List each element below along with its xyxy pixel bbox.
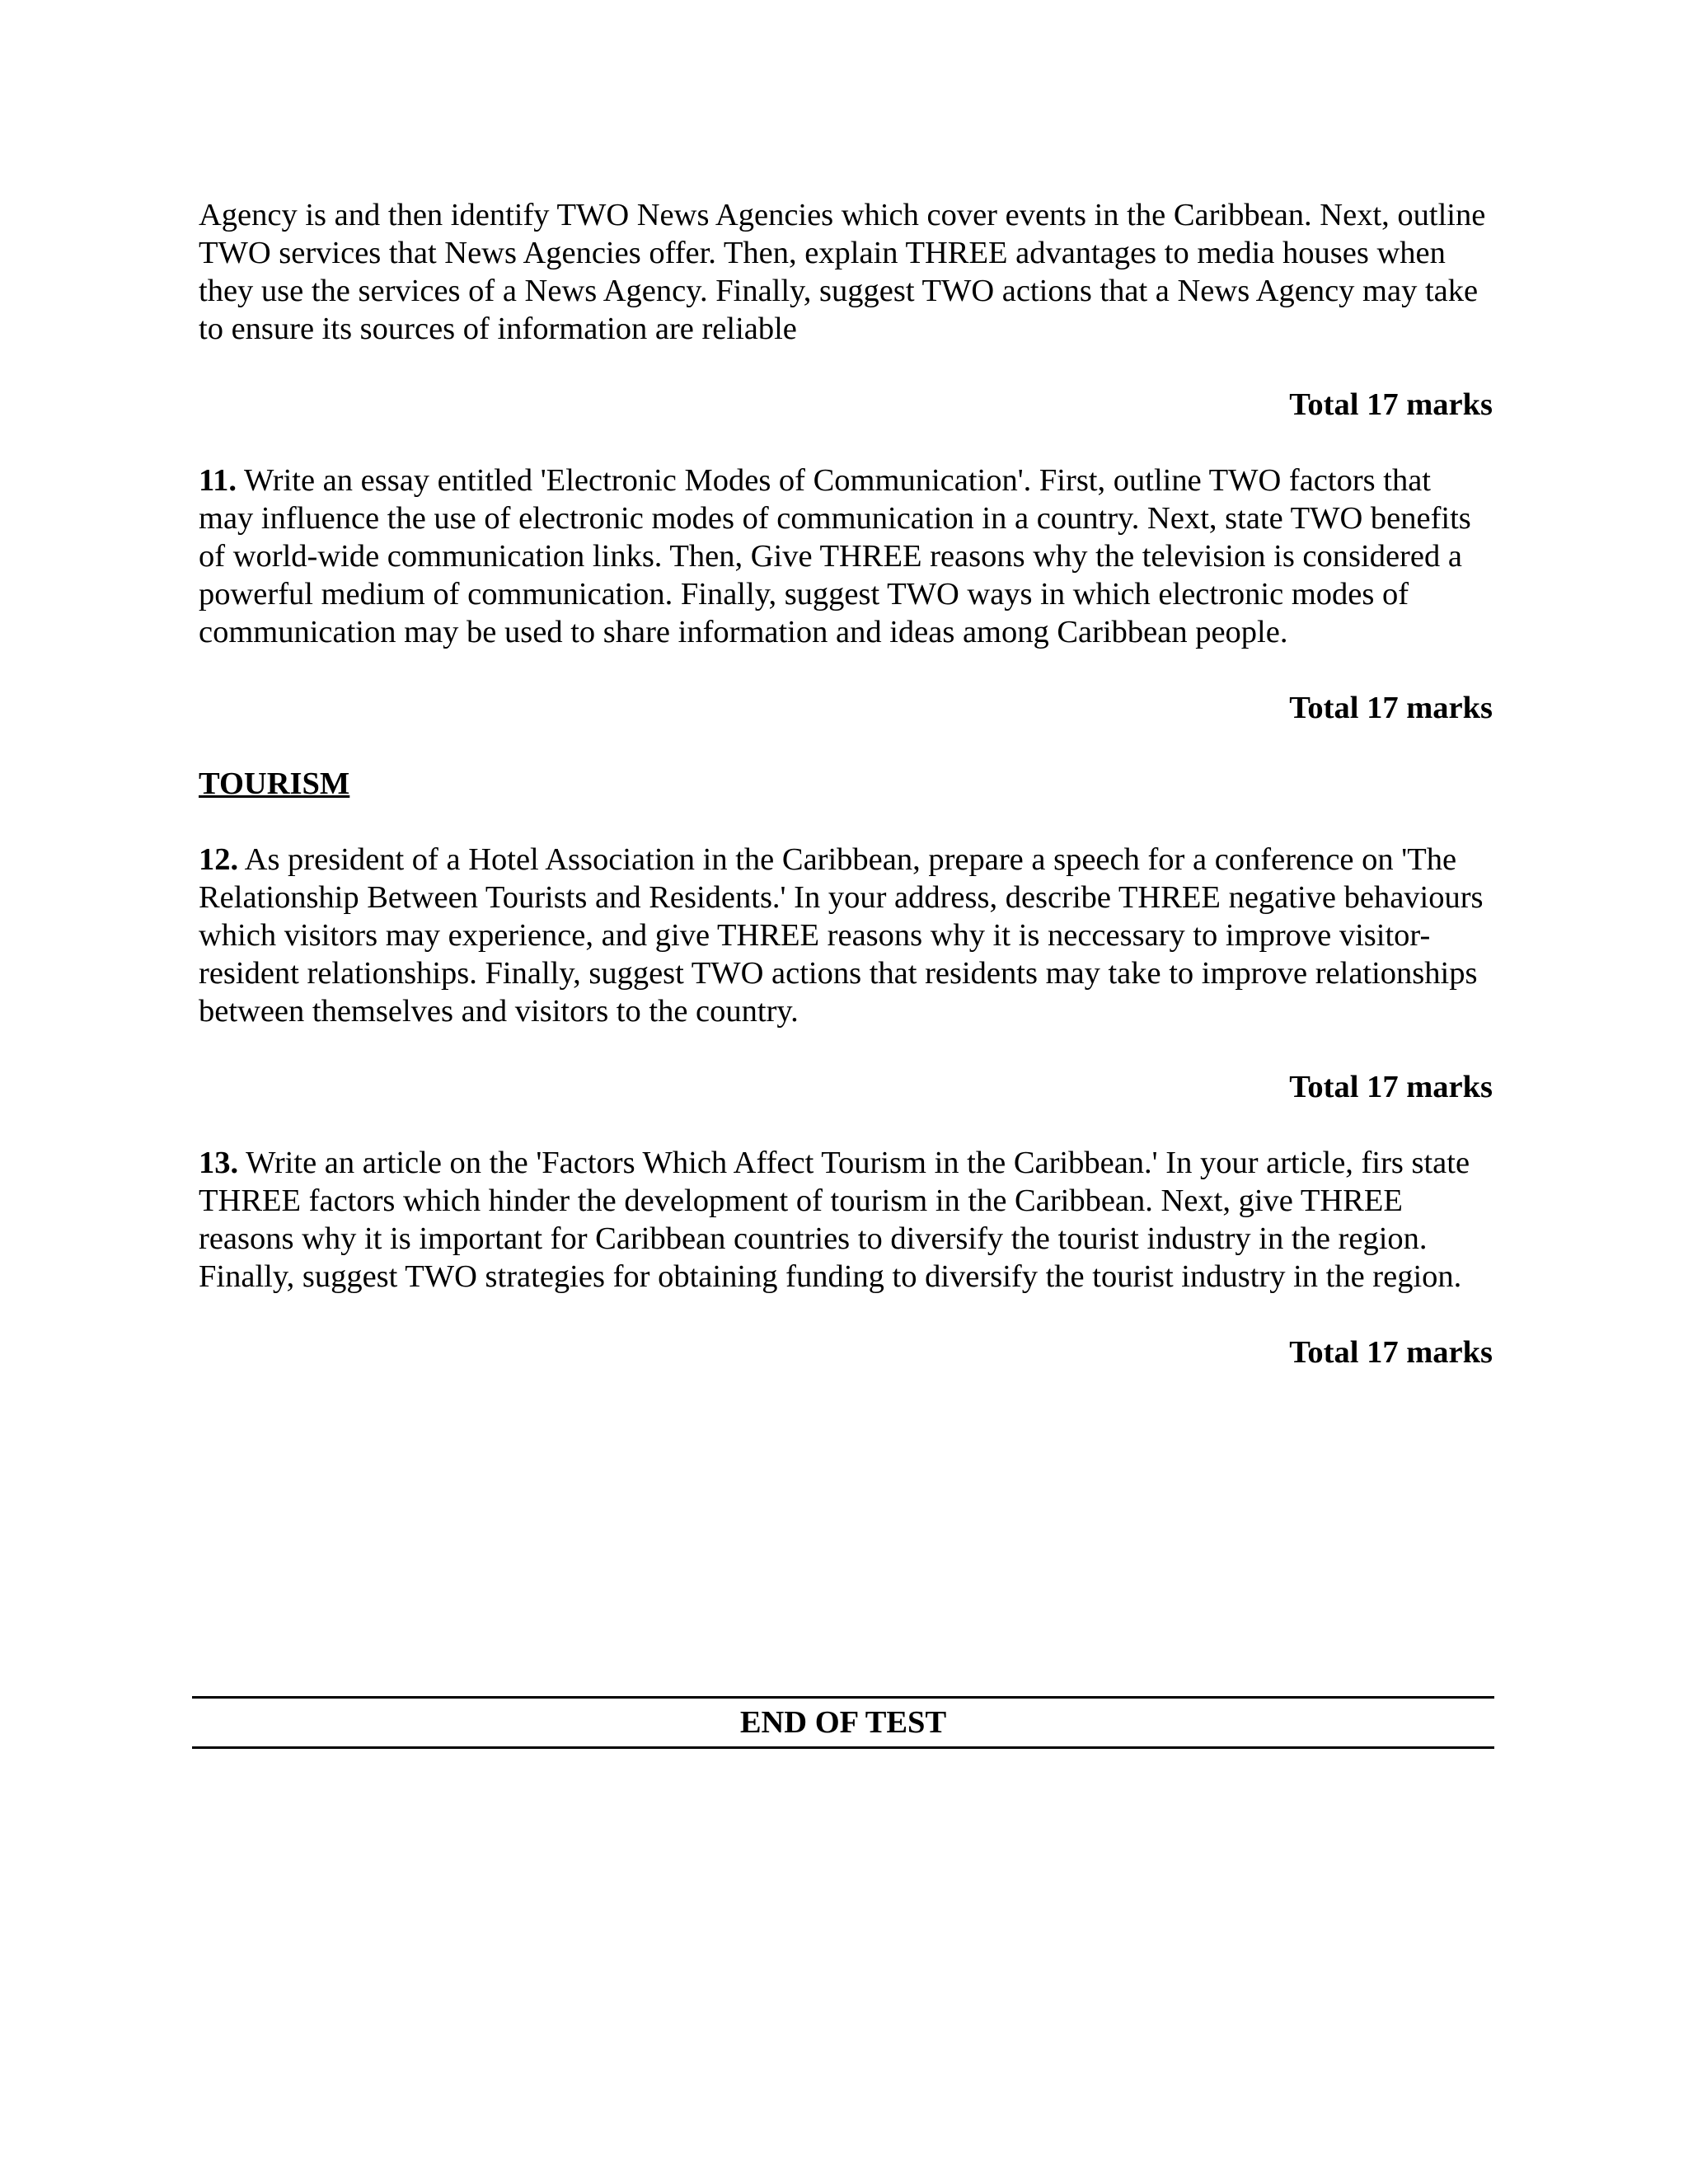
total-marks-label: Total 17 marks — [1289, 1335, 1493, 1370]
page-content — [199, 196, 1493, 1409]
question-11 — [199, 462, 1493, 651]
question-text: Write an essay entitled 'Electronic Modes of Communication'. First, outline TWO factors that may influence the use of electronic modes of communication in a country. Next, state TWO benefits of world-wide communication links. Then, Give THREE reasons why the television is considered a powerful medium of communication. Finally, suggest TWO ways in which electronic modes of communication may be used to share information and ideas among Caribbean people. — [199, 463, 1471, 649]
total-marks-label: Total 17 marks — [1289, 1070, 1493, 1104]
question-12 — [199, 841, 1493, 1030]
question-text: Write an article on the 'Factors Which Affect Tourism in the Caribbean.' In your article, firs state THREE factors which hinder the development of tourism in the Caribbean. Next, give THREE reasons why it is important for Caribbean countries to diversify the tourist industry in the region. Finally, suggest TWO strategies for obtaining funding to diversify the tourist industry in the region. — [199, 1146, 1470, 1294]
question-number: 11. — [199, 463, 237, 498]
section-heading-tourism: TOURISM — [199, 766, 350, 801]
total-marks-label: Total 17 marks — [1289, 691, 1493, 725]
end-of-test-banner — [192, 1696, 1494, 1749]
question-text: As president of a Hotel Association in the Caribbean, prepare a speech for a conference on 'The Relationship Between Tourists and Residents.' In your address, describe THREE negative behaviours which visitors may experience, and give THREE reasons why it is neccessary to improve visitor-resident relationships. Finally, suggest TWO actions that residents may take to improve relationships between themselves and visitors to the country. — [199, 842, 1484, 1029]
end-of-test-label: END OF TEST — [739, 1705, 947, 1740]
question-number: 13. — [199, 1146, 239, 1180]
continuation-paragraph: Agency is and then identify TWO News Agencies which cover events in the Caribbean. Next, outline TWO services that News Agencies offer. Then, explain THREE advantages to media houses when they use the services of a News Agency. Finally, suggest TWO actions that a News Agency may take to ensure its sources of information are reliable — [199, 198, 1486, 346]
total-marks-label: Total 17 marks — [1289, 387, 1493, 422]
question-13 — [199, 1144, 1493, 1296]
question-number: 12. — [199, 842, 239, 877]
